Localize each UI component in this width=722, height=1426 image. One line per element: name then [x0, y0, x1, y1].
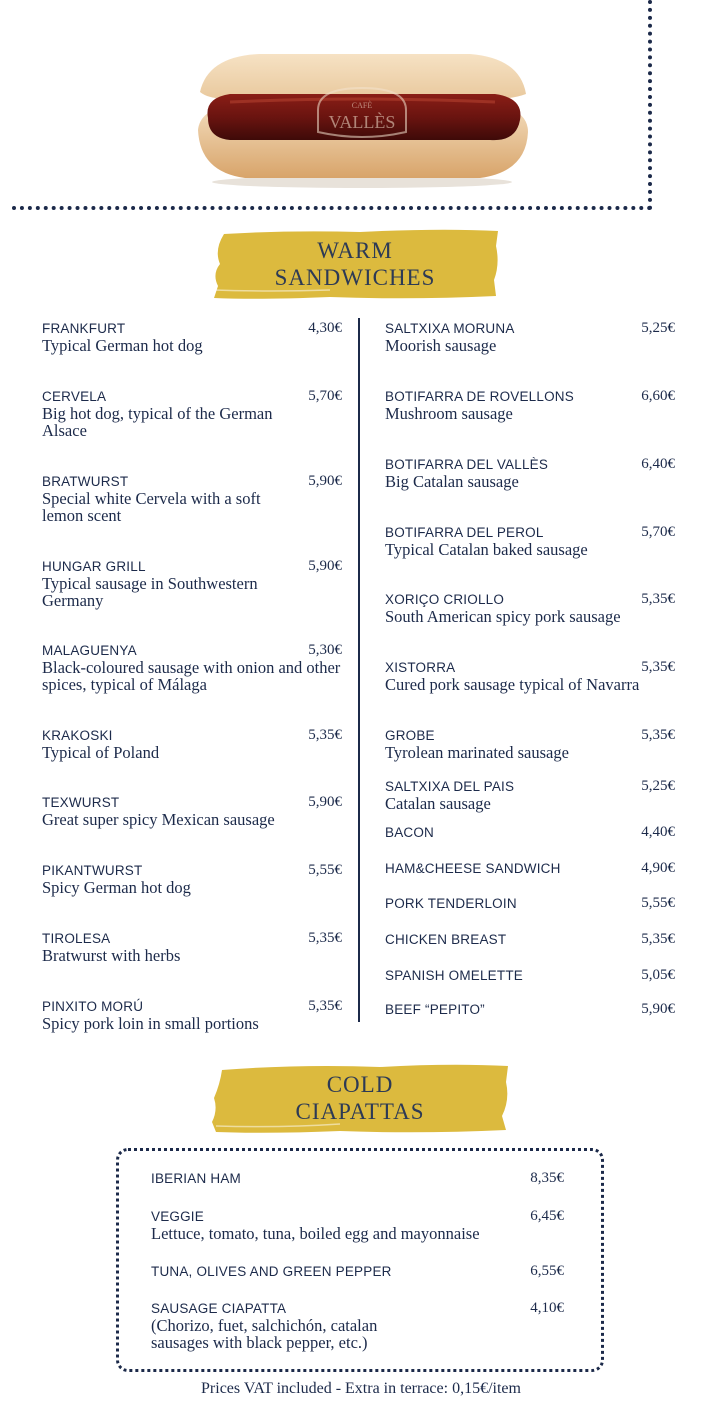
menu-item [385, 967, 675, 984]
item-price: 4,30€ [308, 320, 342, 336]
item-price: 5,90€ [308, 558, 342, 574]
item-price: 5,35€ [308, 930, 342, 946]
column-divider [358, 318, 360, 1022]
item-name: PIKANTWURST [42, 863, 143, 878]
item-name: TEXWURST [42, 795, 120, 810]
item-description: South American spicy pork sausage [385, 607, 621, 626]
item-price: 5,30€ [308, 642, 342, 658]
item-name: SALTXIXA MORUNA [385, 321, 515, 336]
menu-item [385, 1001, 675, 1018]
menu-item [385, 931, 675, 948]
hotdog-photo [190, 50, 535, 190]
item-name: FRANKFURT [42, 321, 126, 336]
item-name: PINXITO MORÚ [42, 999, 144, 1014]
item-description: Catalan sausage [385, 794, 491, 813]
menu-item [151, 1300, 564, 1351]
menu-item [385, 524, 675, 558]
item-description: Typical Catalan baked sausage [385, 540, 588, 559]
menu-item [385, 320, 675, 354]
item-name: MALAGUENYA [42, 643, 137, 658]
item-price: 5,35€ [308, 998, 342, 1014]
item-name: SAUSAGE CIAPATTA [151, 1301, 287, 1316]
menu-item [385, 388, 675, 422]
item-price: 5,90€ [308, 794, 342, 810]
item-price: 5,35€ [641, 591, 675, 607]
item-price: 4,40€ [641, 824, 675, 840]
item-price: 6,55€ [530, 1263, 564, 1279]
item-name: GROBE [385, 728, 435, 743]
menu-item [42, 642, 342, 693]
menu-item [385, 778, 675, 812]
menu-item [42, 473, 342, 524]
item-description: Big hot dog, typical of the German Alsace [42, 404, 273, 440]
menu-item [42, 862, 342, 896]
hotdog-illustration [190, 50, 535, 190]
item-name: BOTIFARRA DEL PEROL [385, 525, 544, 540]
menu-item [42, 727, 342, 761]
banner-title-line2: SANDWICHES [274, 265, 436, 290]
item-name: BOTIFARRA DE ROVELLONS [385, 389, 574, 404]
item-name: TIROLESA [42, 931, 111, 946]
item-name: BOTIFARRA DEL VALLÈS [385, 457, 549, 472]
item-description: Spicy pork loin in small portions [42, 1014, 259, 1033]
item-name: BACON [385, 825, 435, 840]
item-price: 5,55€ [641, 895, 675, 911]
menu-item [42, 388, 342, 439]
menu-item [151, 1208, 564, 1242]
menu-item [385, 456, 675, 490]
item-name: SPANISH OMELETTE [385, 968, 523, 983]
item-description: Great super spicy Mexican sausage [42, 810, 275, 829]
item-name: CHICKEN BREAST [385, 932, 507, 947]
item-name: XORIÇO CRIOLLO [385, 592, 505, 607]
item-description: Lettuce, tomato, tuna, boiled egg and mayonnaise [151, 1224, 480, 1243]
item-description: Mushroom sausage [385, 404, 513, 423]
menu-item [385, 659, 675, 693]
item-description: Black-coloured sausage with onion and other spices, typical of Málaga [42, 658, 341, 694]
item-description: Spicy German hot dog [42, 878, 191, 897]
item-price: 5,05€ [641, 967, 675, 983]
logo-text-top: CAFÈ [351, 101, 373, 110]
item-description: Typical sausage in Southwestern Germany [42, 574, 258, 610]
item-price: 5,25€ [641, 778, 675, 794]
item-description: Special white Cervela with a soft lemon scent [42, 489, 261, 525]
item-price: 5,55€ [308, 862, 342, 878]
item-name: BEEF “PEPITO” [385, 1002, 485, 1017]
item-price: 6,60€ [641, 388, 675, 404]
cold-ciapattas-banner [210, 1062, 500, 1134]
item-description: Cured pork sausage typical of Navarra [385, 675, 640, 694]
menu-item [42, 998, 342, 1032]
item-name: TUNA, OLIVES AND GREEN PEPPER [151, 1264, 392, 1279]
menu-item [385, 591, 675, 625]
banner-title-line1: COLD [326, 1072, 394, 1097]
item-name: CERVELA [42, 389, 107, 404]
item-description: Bratwurst with herbs [42, 946, 181, 965]
item-price: 5,70€ [641, 524, 675, 540]
banner-title [210, 1062, 510, 1134]
item-name: IBERIAN HAM [151, 1171, 241, 1186]
menu-item [151, 1263, 564, 1280]
item-name: VEGGIE [151, 1209, 204, 1224]
item-description: Big Catalan sausage [385, 472, 519, 491]
logo-text-main: VALLÈS [328, 112, 396, 132]
top-frame-right-border [648, 0, 652, 210]
item-name: BRATWURST [42, 474, 129, 489]
item-price: 5,35€ [641, 931, 675, 947]
item-name: KRAKOSKI [42, 728, 113, 743]
menu-item [151, 1170, 564, 1187]
item-price: 5,90€ [308, 473, 342, 489]
item-price: 5,70€ [308, 388, 342, 404]
item-price: 4,90€ [641, 860, 675, 876]
item-description: Tyrolean marinated sausage [385, 743, 569, 762]
item-description: Typical German hot dog [42, 336, 203, 355]
menu-item [385, 860, 675, 877]
menu-item [42, 558, 342, 609]
menu-item [385, 824, 675, 841]
item-price: 8,35€ [530, 1170, 564, 1186]
item-price: 6,45€ [530, 1208, 564, 1224]
menu-item [42, 794, 342, 828]
menu-item [42, 930, 342, 964]
top-frame-bottom-border [12, 206, 652, 210]
menu-item [385, 895, 675, 912]
banner-title [210, 228, 500, 300]
item-price: 5,35€ [308, 727, 342, 743]
item-price: 5,35€ [641, 727, 675, 743]
banner-title-line2: CIAPATTAS [295, 1099, 425, 1124]
item-name: SALTXIXA DEL PAIS [385, 779, 515, 794]
item-description: Typical of Poland [42, 743, 160, 762]
item-description: (Chorizo, fuet, salchichón, catalan sausages with black pepper, etc.) [151, 1316, 378, 1352]
banner-title-line1: WARM [317, 238, 393, 263]
item-price: 4,10€ [530, 1300, 564, 1316]
warm-sandwiches-banner [210, 228, 500, 300]
item-price: 5,90€ [641, 1001, 675, 1017]
item-name: HAM&CHEESE SANDWICH [385, 861, 561, 876]
footer-note: Prices VAT included - Extra in terrace: 0,15€/item [201, 1380, 521, 1397]
item-name: PORK TENDERLOIN [385, 896, 517, 911]
menu-item [385, 727, 675, 761]
item-price: 5,25€ [641, 320, 675, 336]
item-name: HUNGAR GRILL [42, 559, 146, 574]
item-price: 6,40€ [641, 456, 675, 472]
item-description: Moorish sausage [385, 336, 497, 355]
menu-item [42, 320, 342, 354]
item-name: XISTORRA [385, 660, 456, 675]
item-price: 5,35€ [641, 659, 675, 675]
